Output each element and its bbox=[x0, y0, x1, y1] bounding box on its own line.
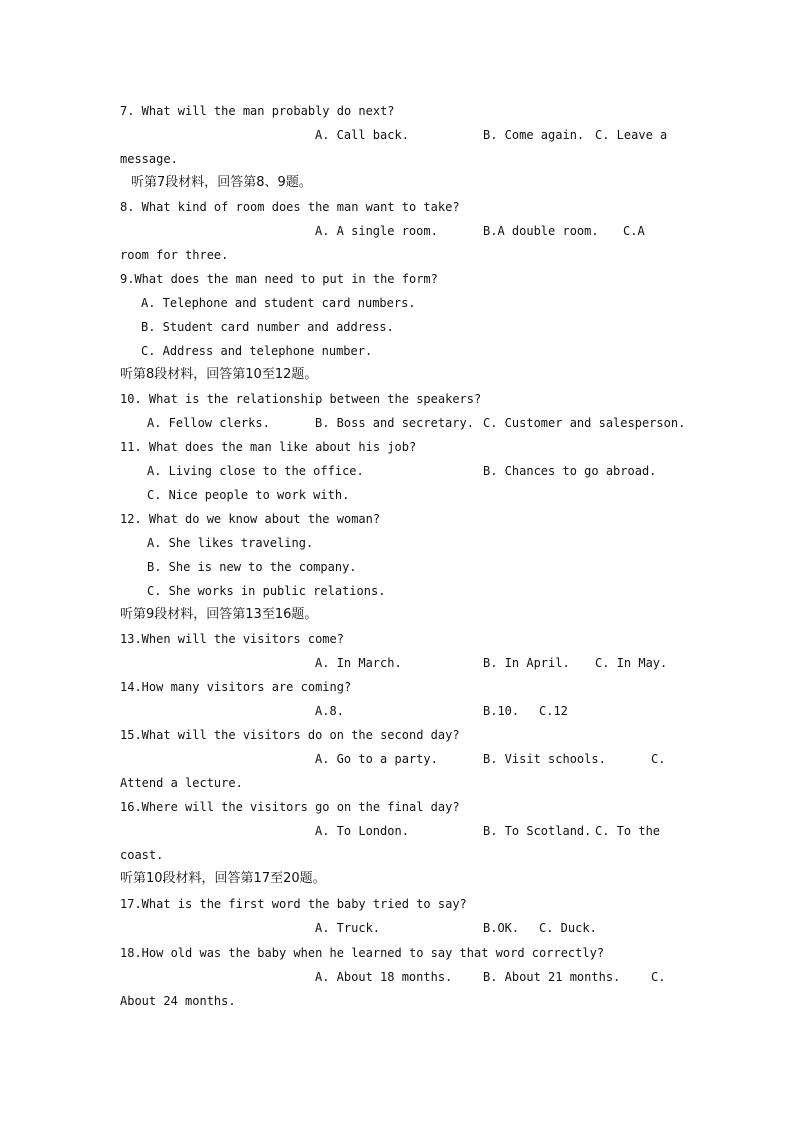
question-12-option-c: C. She works in public relations. bbox=[147, 584, 386, 598]
question-16-option-a: A. To London. bbox=[315, 824, 409, 838]
question-13-option-c: C. In May. bbox=[595, 656, 668, 670]
question-15-option-c-continued: Attend a lecture. bbox=[120, 776, 243, 790]
question-7-option-c-continued: message. bbox=[120, 152, 178, 166]
question-14-option-c: C.12 bbox=[539, 704, 568, 718]
question-15-option-b: B. Visit schools. bbox=[483, 752, 606, 766]
question-8-stem: 8. What kind of room does the man want to take? bbox=[120, 200, 460, 214]
question-17-option-a: A. Truck. bbox=[315, 921, 381, 935]
question-15-stem: 15.What will the visitors do on the second day? bbox=[120, 728, 460, 742]
section-8-instruction: 听第8段材料，回答第10至12题。 bbox=[120, 367, 318, 382]
question-12-stem: 12. What do we know about the woman? bbox=[120, 512, 381, 526]
question-15-option-c: C. bbox=[651, 752, 666, 766]
question-8-option-b: B.A double room. bbox=[483, 224, 599, 238]
question-10-option-a: A. Fellow clerks. bbox=[147, 416, 270, 430]
question-16-option-c: C. To the bbox=[595, 824, 661, 838]
question-18-option-b: B. About 21 months. bbox=[483, 970, 621, 984]
question-18-option-a: A. About 18 months. bbox=[315, 970, 453, 984]
question-7-option-a: A. Call back. bbox=[315, 128, 409, 142]
question-11-option-c: C. Nice people to work with. bbox=[147, 488, 350, 502]
question-8-option-c-continued: room for three. bbox=[120, 248, 229, 262]
question-12-option-b: B. She is new to the company. bbox=[147, 560, 357, 574]
question-12-option-a: A. She likes traveling. bbox=[147, 536, 314, 550]
question-10-stem: 10. What is the relationship between the speakers? bbox=[120, 392, 482, 406]
question-9-option-b: B. Student card number and address. bbox=[141, 320, 394, 334]
section-7-instruction: 听第7段材料，回答第8、9题。 bbox=[131, 175, 312, 190]
question-13-option-a: A. In March. bbox=[315, 656, 402, 670]
question-13-option-b: B. In April. bbox=[483, 656, 570, 670]
question-8-option-a: A. A single room. bbox=[315, 224, 438, 238]
question-15-option-a: A. Go to a party. bbox=[315, 752, 438, 766]
section-9-instruction: 听第9段材料，回答第13至16题。 bbox=[120, 607, 318, 622]
question-8-option-c: C.A bbox=[623, 224, 645, 238]
question-10-option-c: C. Customer and salesperson. bbox=[483, 416, 686, 430]
question-17-stem: 17.What is the first word the baby tried to say? bbox=[120, 897, 467, 911]
question-9-option-a: A. Telephone and student card numbers. bbox=[141, 296, 416, 310]
question-9-option-c: C. Address and telephone number. bbox=[141, 344, 373, 358]
question-17-option-b: B.OK. bbox=[483, 921, 520, 935]
question-10-option-b: B. Boss and secretary. bbox=[315, 416, 474, 430]
question-16-option-c-continued: coast. bbox=[120, 848, 164, 862]
question-11-option-a: A. Living close to the office. bbox=[147, 464, 364, 478]
question-11-stem: 11. What does the man like about his job? bbox=[120, 440, 417, 454]
question-14-stem: 14.How many visitors are coming? bbox=[120, 680, 352, 694]
question-17-option-c: C. Duck. bbox=[539, 921, 597, 935]
question-14-option-a: A.8. bbox=[315, 704, 344, 718]
section-10-instruction: 听第10段材料，回答第17至20题。 bbox=[120, 871, 326, 886]
question-18-option-c: C. bbox=[651, 970, 666, 984]
question-16-stem: 16.Where will the visitors go on the final day? bbox=[120, 800, 460, 814]
question-14-option-b: B.10. bbox=[483, 704, 520, 718]
question-11-option-b: B. Chances to go abroad. bbox=[483, 464, 657, 478]
question-13-stem: 13.When will the visitors come? bbox=[120, 632, 344, 646]
question-18-stem: 18.How old was the baby when he learned to say that word correctly? bbox=[120, 946, 605, 960]
question-18-option-c-continued: About 24 months. bbox=[120, 994, 236, 1008]
question-7-option-c: C. Leave a bbox=[595, 128, 668, 142]
question-9-stem: 9.What does the man need to put in the form? bbox=[120, 272, 438, 286]
question-16-option-b: B. To Scotland. bbox=[483, 824, 592, 838]
question-7-stem: 7. What will the man probably do next? bbox=[120, 104, 395, 118]
question-7-option-b: B. Come again. bbox=[483, 128, 585, 142]
